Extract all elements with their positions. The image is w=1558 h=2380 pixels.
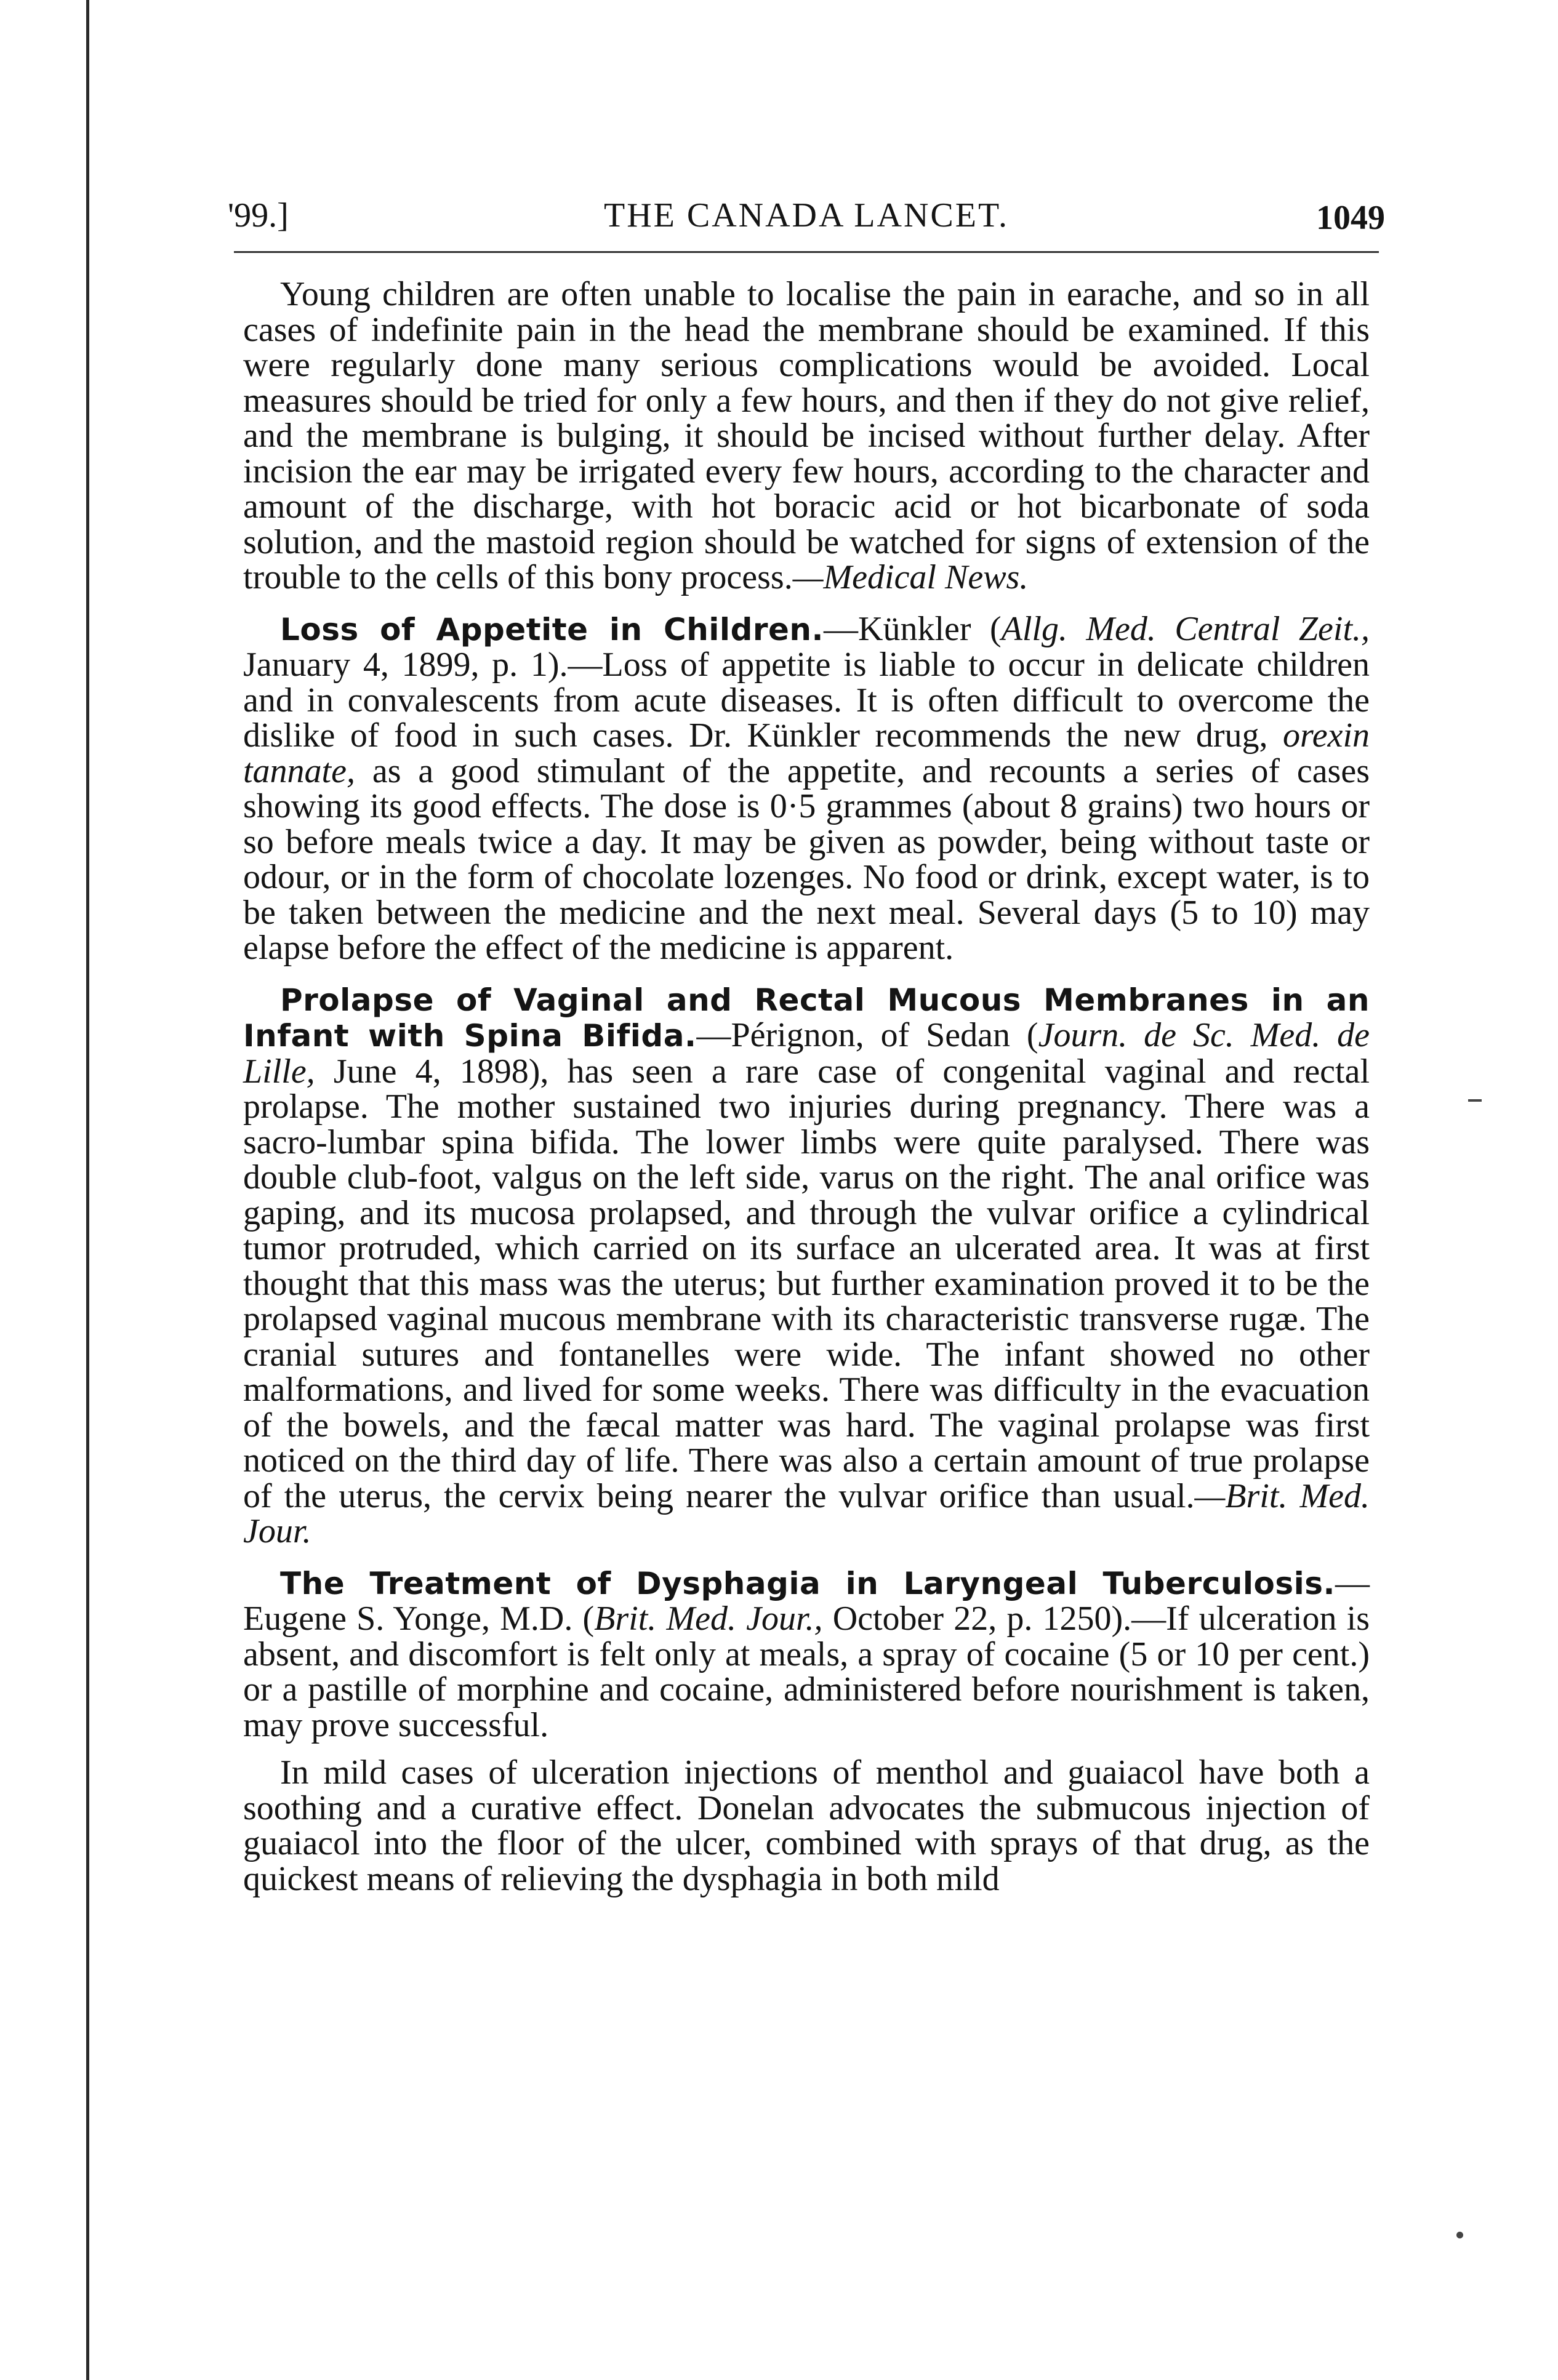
journal-citation: Brit. Med. Jour., xyxy=(594,1600,823,1638)
margin-tick-mark xyxy=(1468,1099,1482,1102)
header-year: '99.] xyxy=(228,196,289,234)
page-number: 1049 xyxy=(1316,199,1385,237)
section-dysphagia: The Treatment of Dysphagia in Laryngeal Tuberculosis.—Eugene S. Yonge, M.D. (Brit. Med. Jour., October 22, p. 1250).—If ulceration is absent, and discomfort is felt only at meals, a spray of cocaine (5 or 10 per cent.) or a pastille of morphine and cocaine, administered before nourishment is taken, may prove successful. xyxy=(243,1563,1370,1744)
section-heading: Loss of Appetite in Children. xyxy=(280,611,824,647)
running-header xyxy=(228,196,1385,245)
journal-citation: Journ. de Sc. Med. de Lille, xyxy=(243,1016,1370,1091)
section-heading: Prolapse of Vaginal and Rectal Mucous Membranes in an Infant with Spina Bifida. xyxy=(243,982,1370,1054)
source-citation: —Brit. Med. Jour. xyxy=(243,1476,1370,1550)
journal-title: THE CANADA LANCET. xyxy=(603,196,1010,234)
section-heading: The Treatment of Dysphagia in Laryngeal Tuberculosis. xyxy=(280,1565,1335,1601)
section-prolapse: Prolapse of Vaginal and Rectal Mucous Membranes in an Infant with Spina Bifida.—Pérignon, of Sedan (Journ. de Sc. Med. de Lille, June 4, 1898), has seen a rare case of congenital vaginal and rectal prolapse. The mother sustained two injuries during pregnancy. There was a sacro-lumbar spina bifida. The lower limbs were quite paralysed. There was double club-foot, valgus on the left side, varus on the right. The anal orifice was gaping, and its mucosa prolapsed, and through the vulvar orifice a cylindrical tumor protruded, which carried on its surface an ulcerated area. It was at first thought that this mass was the uterus; but further examination proved it to be the prolapsed vaginal mucous membrane with its characteristic transverse rugæ. The cranial sutures and fontanelles were wide. The infant showed no other malformations, and lived for some weeks. There was difficulty in the evacuation of the bowels, and the fæcal matter was hard. The vaginal prolapse was first noticed on the third day of life. There was also a certain amount of true prolapse of the uterus, the cervix being nearer the vulvar orifice than usual.—Brit. Med. Jour. xyxy=(243,982,1370,1550)
page-margin-rule xyxy=(86,0,89,2380)
section-loss-of-appetite: Loss of Appetite in Children.—Künkler (Allg. Med. Central Zeit., January 4, 1899, p. 1).—Loss of appetite is liable to occur in delicate children and in convalescents from acute diseases. It is often difficult to overcome the dislike of food in such cases. Dr. Künkler recommends the new drug, orexin tannate, as a good stimulant of the appetite, and recounts a series of cases showing its good effects. The dose is 0·5 grammes (about 8 grains) two hours or so before meals twice a day. It may be given as powder, being without taste or odour, or in the form of chocolate lozenges. No food or drink, except water, is to be taken between the medicine and the next meal. Several days (5 to 10) may elapse before the effect of the medicine is apparent. xyxy=(243,609,1370,967)
journal-citation: Allg. Med. Central Zeit., xyxy=(1001,609,1370,648)
paragraph-earache: Young children are often unable to localise the pain in earache, and so in all cases of indefinite pain in the head the membrane should be examined. If this were regularly done many serious complications would be avoided. Local measures should be tried for only a few hours, and then if they do not give relief, and the membrane is bulging, it should be incised without further delay. After incision the ear may be irrigated every few hours, according to the character and amount of the discharge, with hot boracic acid or hot bicarbonate of soda solution, and the mastoid region should be watched for signs of extension of the trouble to the cells of this bony process.—Medical News. xyxy=(243,275,1370,596)
article-column xyxy=(243,277,1370,1909)
paragraph-mild-cases: In mild cases of ulceration injections of menthol and guaiacol have both a soothing and a curative effect. Donelan advocates the submucous injection of guaiacol into the floor of the ulcer, combined with sprays of that drug, as the quickest means of relieving the dysphagia in both mild xyxy=(243,1753,1370,1898)
source-citation: —Medical News. xyxy=(792,558,1029,596)
margin-dot-mark xyxy=(1456,2232,1463,2238)
drug-name: orexin tannate, xyxy=(243,716,1370,790)
header-rule xyxy=(234,251,1379,253)
